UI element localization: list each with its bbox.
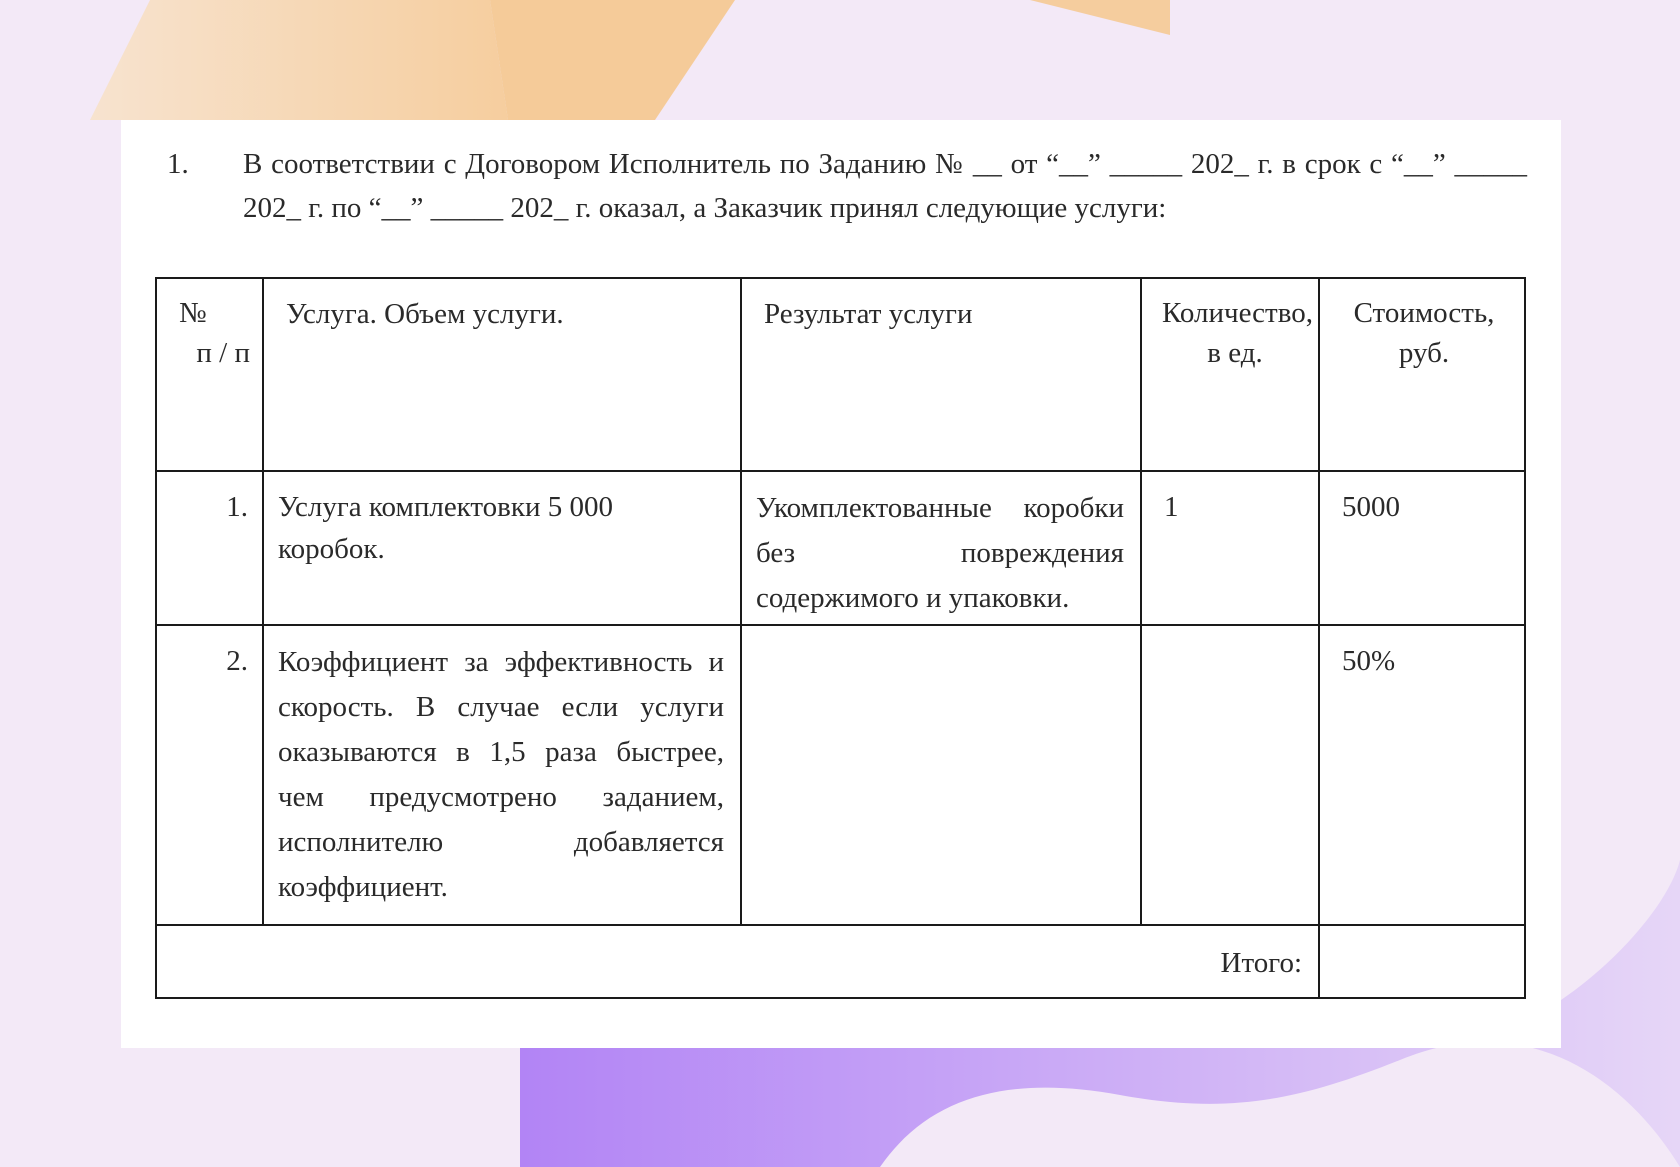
- row-cost: 50%: [1319, 625, 1525, 925]
- row-quantity: [1141, 625, 1319, 925]
- intro-paragraph: [167, 142, 1527, 230]
- header-number-line2: п / п: [196, 337, 250, 369]
- services-table: [155, 277, 1526, 999]
- row-quantity: 1: [1141, 471, 1319, 625]
- row-service: Коэффициент за эффективность и скорость. В случае если услуги оказываются в 1,5 раза быстрее, чем предусмотрено заданием, исполнителю добавляется коэффициент.: [263, 625, 741, 925]
- row-number: 2.: [156, 625, 263, 925]
- header-quantity: Количество, в ед.: [1141, 278, 1319, 471]
- intro-text: В соответствии с Договором Исполнитель по Заданию № __ от “__” _____ 202_ г. в срок с “__” _____ 202_ г. по “__” _____ 202_ г. оказал, а Заказчик принял следующие услуги:: [243, 148, 1527, 224]
- row-result: [741, 625, 1141, 925]
- total-value: [1319, 925, 1525, 998]
- row-service: Услуга комплектовки 5 000 коробок.: [263, 471, 741, 625]
- row-result: Укомплектованные коробки без повреждения содержимого и упаковки.: [741, 471, 1141, 625]
- row-number: 1.: [156, 471, 263, 625]
- total-label: Итого:: [156, 925, 1319, 998]
- header-number: [156, 278, 263, 471]
- table-row: [156, 471, 1525, 625]
- orange-shape: [1030, 0, 1170, 35]
- header-cost: Стоимость, руб.: [1319, 278, 1525, 471]
- header-result: Результат услуги: [741, 278, 1141, 471]
- table-header-row: [156, 278, 1525, 471]
- document-card: [121, 120, 1561, 1048]
- header-service: Услуга. Объем услуги.: [263, 278, 741, 471]
- header-number-line1: №: [179, 297, 207, 329]
- orange-shape: [90, 0, 508, 120]
- intro-number: 1.: [167, 148, 189, 180]
- total-row: [156, 925, 1525, 998]
- orange-shape: [490, 0, 735, 120]
- row-cost: 5000: [1319, 471, 1525, 625]
- table-row: [156, 625, 1525, 925]
